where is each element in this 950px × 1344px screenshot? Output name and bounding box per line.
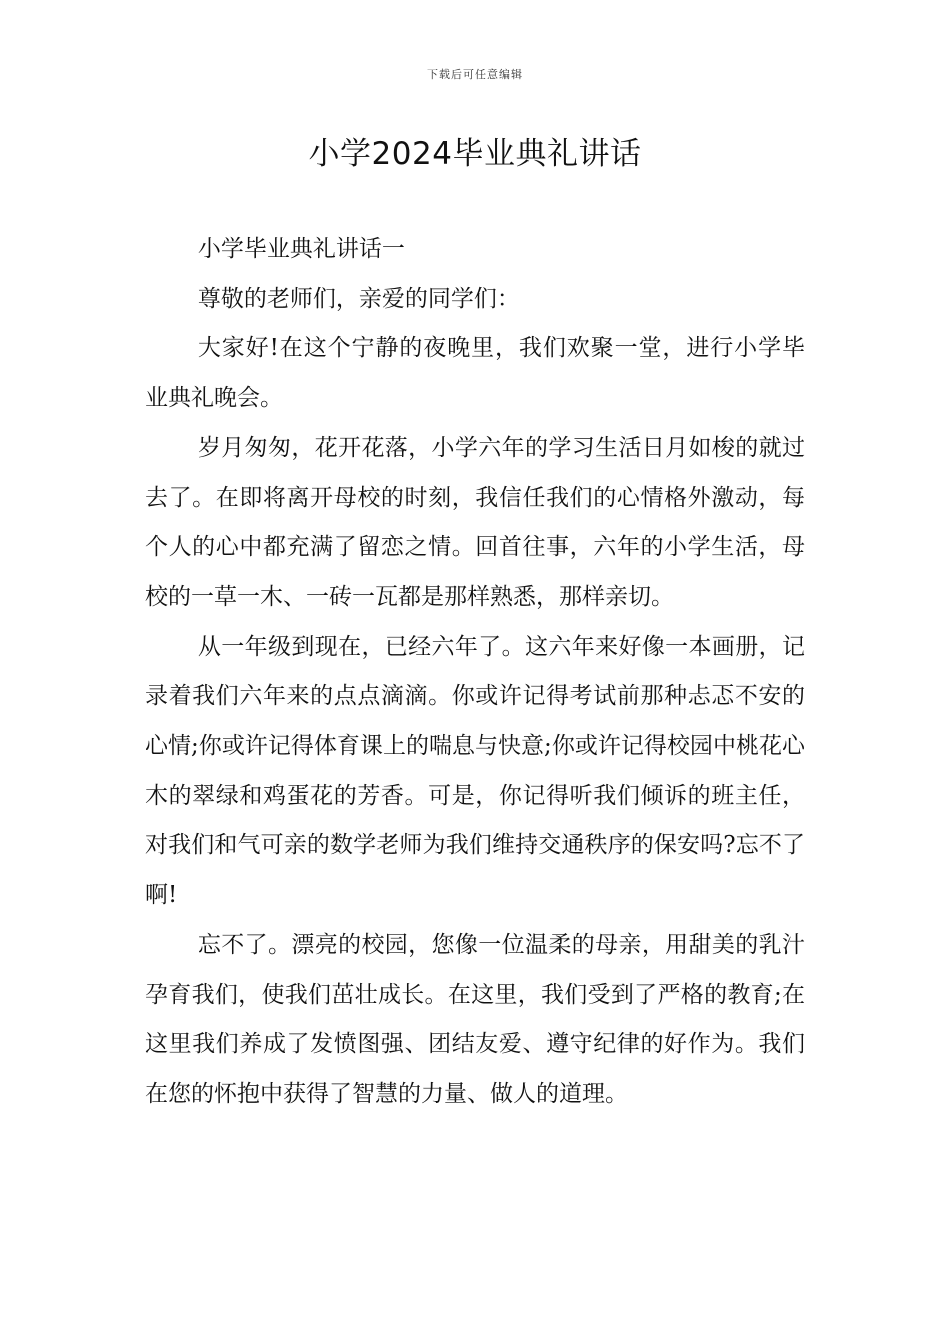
body-paragraph: 忘不了。漂亮的校园，您像一位温柔的母亲，用甜美的乳汁孕育我们，使我们茁壮成长。在这里，我们受到了严格的教育;在这里我们养成了发愤图强、团结友爱、遵守纪律的好作为。我们在您的怀抱中获得了智慧的力量、做人的道理。 [145, 931, 805, 1107]
body-paragraph: 大家好!在这个宁静的夜晚里，我们欢聚一堂，进行小学毕业典礼晚会。 [145, 335, 805, 412]
section-heading: 小学毕业典礼讲话一 [197, 236, 405, 262]
document-title: 小学2024毕业典礼讲话 [308, 136, 642, 172]
document-body [145, 225, 805, 1120]
header-note: 下载后可任意编辑 [427, 68, 523, 81]
body-paragraph: 岁月匆匆，花开花落，小学六年的学习生活日月如梭的就过去了。在即将离开母校的时刻，我信任我们的心情格外激动，每个人的心中都充满了留恋之情。回首往事，六年的小学生活，母校的一草一木、一砖一瓦都是那样熟悉，那样亲切。 [145, 434, 805, 610]
body-paragraph: 从一年级到现在，已经六年了。这六年来好像一本画册，记录着我们六年来的点点滴滴。你或许记得考试前那种忐忑不安的心情;你或许记得体育课上的喘息与快意;你或许记得校园中桃花心木的翠绿和鸡蛋花的芳香。可是，你记得听我们倾诉的班主任，对我们和气可亲的数学老师为我们维持交通秩序的保安吗?忘不了啊! [145, 633, 805, 909]
salutation: 尊敬的老师们，亲爱的同学们： [197, 285, 520, 312]
